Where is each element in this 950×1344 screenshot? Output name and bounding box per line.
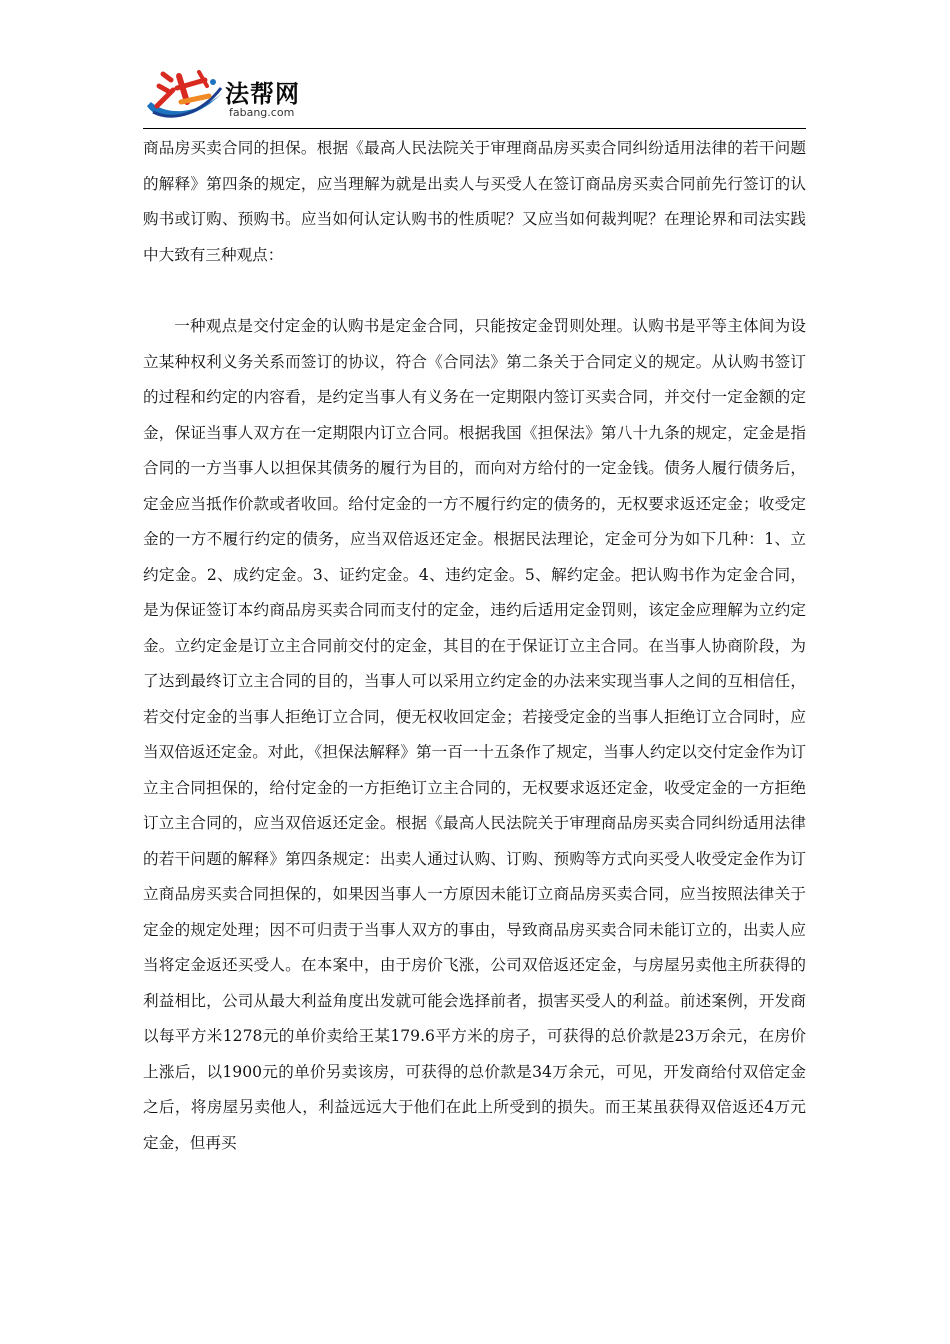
- logo-domain: fabang.com: [229, 106, 295, 119]
- header-divider: [143, 128, 806, 129]
- document-body: [143, 131, 806, 1161]
- paragraph-continuation: 商品房买卖合同的担保。根据《最高人民法院关于审理商品房买卖合同纠纷适用法律的若干问题的解释》第四条的规定，应当理解为就是出卖人与买受人在签订商品房买卖合同前先行签订的认购书或订购、预购书。应当如何认定认购书的性质呢？又应当如何裁判呢？在理论界和司法实践中大致有三种观点：: [143, 139, 806, 264]
- page-header: [143, 62, 806, 126]
- paragraph-first-view: 一种观点是交付定金的认购书是定金合同，只能按定金罚则处理。认购书是平等主体间为设立某种权利义务关系而签订的协议，符合《合同法》第二条关于合同定义的规定。从认购书签订的过程和约定的内容看，是约定当事人有义务在一定期限内签订买卖合同，并交付一定金额的定金，保证当事人双方在一定期限内订立合同。根据我国《担保法》第八十九条的规定，定金是指合同的一方当事人以担保其债务的履行为目的，而向对方给付的一定金钱。债务人履行债务后，定金应当抵作价款或者收回。给付定金的一方不履行约定的债务的，无权要求返还定金；收受定金的一方不履行约定的债务，应当双倍返还定金。根据民法理论，定金可分为如下几种：1、立约定金。2、成约定金。3、证约定金。4、违约定金。5、解约定金。把认购书作为定金合同，是为保证签订本约商品房买卖合同而支付的定金，违约后适用定金罚则，该定金应理解为立约定金。立约定金是订立主合同前交付的定金，其目的在于保证订立主合同。在当事人协商阶段，为了达到最终订立主合同的目的，当事人可以采用立约定金的办法来实现当事人之间的互相信任，若交付定金的当事人拒绝订立合同，便无权收回定金；若接受定金的当事人拒绝订立合同时，应当双倍返还定金。对此，《担保法解释》第一百一十五条作了规定，当事人约定以交付定金作为订立主合同担保的，给付定金的一方拒绝订立主合同的，无权要求返还定金，收受定金的一方拒绝订立主合同的，应当双倍返还定金。根据《最高人民法院关于审理商品房买卖合同纠纷适用法律的若干问题的解释》第四条规定：出卖人通过认购、订购、预购等方式向买受人收受定金作为订立商品房买卖合同担保的，如果因当事人一方原因未能订立商品房买卖合同，应当按照法律关于定金的规定处理；因不可归责于当事人双方的事由，导致商品房买卖合同未能订立的，出卖人应当将定金返还买受人。在本案中，由于房价飞涨，公司双倍返还定金，与房屋另卖他主所获得的利益相比，公司从最大利益角度出发就可能会选择前者，损害买受人的利益。前述案例，开发商以每平方米1278元的单价卖给王某179.6平方米的房子，可获得的总价款是23万余元，在房价上涨后，以1900元的单价另卖该房，可获得的总价款是34万余元，可见，开发商给付双倍定金之后，将房屋另卖他人，利益远远大于他们在此上所受到的损失。而王某虽获得双倍返还4万元定金，但再买: [143, 317, 806, 1152]
- fabang-logo-icon: [143, 62, 225, 126]
- logo-title: 法帮网: [225, 80, 300, 108]
